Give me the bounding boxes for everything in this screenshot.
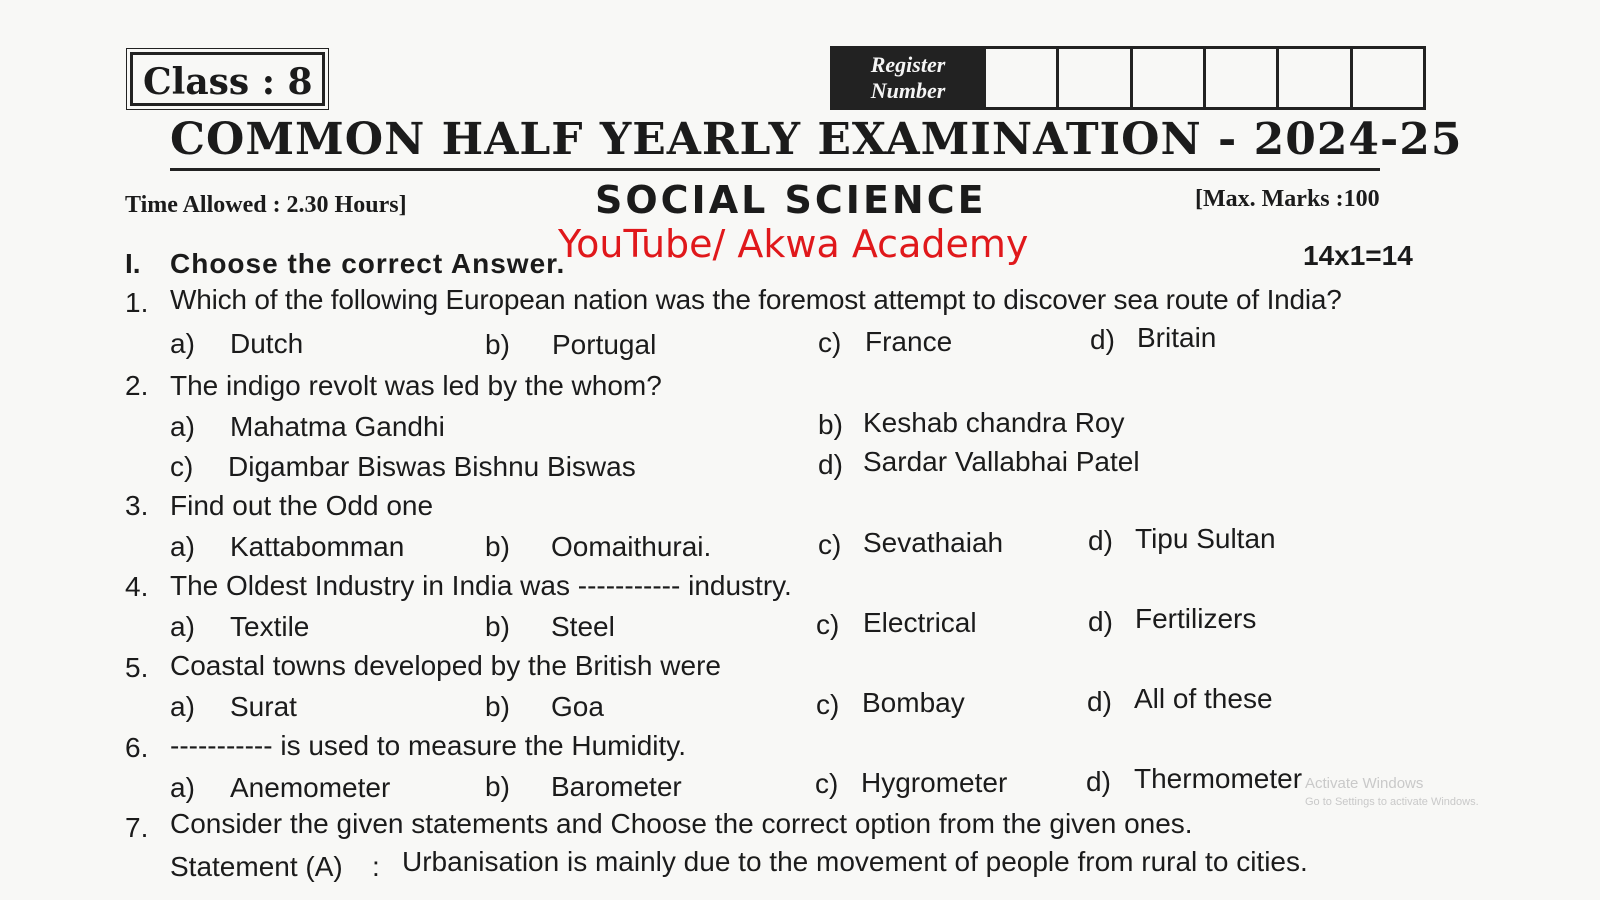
option-text: Thermometer	[1134, 763, 1303, 794]
section-title: Choose the correct Answer.	[170, 248, 566, 279]
option-text: Textile	[230, 611, 310, 642]
register-cell[interactable]	[1350, 49, 1423, 107]
option-label: b)	[485, 531, 510, 562]
option-text: Bombay	[862, 687, 965, 718]
option-label: a)	[170, 772, 195, 803]
option-label: b)	[818, 409, 843, 440]
question-text: The Oldest Industry in India was ----------- industry.	[170, 570, 792, 601]
class-label: Class : 8	[130, 52, 325, 106]
activate-windows-notice	[1305, 775, 1479, 811]
question-text: The indigo revolt was led by the whom?	[170, 370, 662, 401]
option-text: Sardar Vallabhai Patel	[863, 446, 1140, 477]
register-cell[interactable]	[1056, 49, 1129, 107]
time-allowed: Time Allowed : 2.30 Hours]	[125, 192, 407, 218]
option-text: Oomaithurai.	[551, 531, 712, 562]
option-text: Steel	[551, 611, 615, 642]
option-label: a)	[170, 691, 195, 722]
register-cell[interactable]	[1130, 49, 1203, 107]
activate-windows-subtitle: Go to Settings to activate Windows.	[1305, 796, 1479, 808]
watermark-text: YouTube/ Akwa Academy	[558, 222, 1029, 266]
option-label: a)	[170, 531, 195, 562]
question-text: Find out the Odd one	[170, 490, 434, 521]
option-label: c)	[170, 451, 194, 482]
register-cell[interactable]	[1203, 49, 1276, 107]
option-text: Digambar Biswas Bishnu Biswas	[228, 451, 636, 482]
question-text: Consider the given statements and Choose the correct option from the given ones.	[170, 808, 1193, 839]
option-label: c)	[816, 689, 840, 720]
question-number: 6.	[125, 732, 149, 763]
option-label: a)	[170, 411, 195, 442]
option-label: d)	[1088, 525, 1113, 556]
option-text: Mahatma Gandhi	[230, 411, 445, 442]
exam-title: COMMON HALF YEARLY EXAMINATION - 2024-25	[170, 112, 1380, 171]
question-number: 4.	[125, 571, 149, 602]
option-text: France	[865, 326, 953, 357]
question-text: ----------- is used to measure the Humidity.	[170, 730, 687, 761]
option-label: d)	[1087, 686, 1112, 717]
register-label-line1: Register	[870, 52, 946, 77]
option-label: d)	[1088, 606, 1113, 637]
register-number-box	[830, 46, 1426, 110]
option-label: c)	[818, 529, 842, 560]
section-number: I.	[125, 248, 141, 279]
option-label: c)	[818, 327, 842, 358]
question-number: 5.	[125, 652, 149, 683]
register-cell[interactable]	[983, 49, 1056, 107]
option-label: b)	[485, 329, 510, 360]
activate-windows-title: Activate Windows	[1305, 775, 1424, 792]
statement-separator: :	[372, 851, 380, 882]
register-number-label	[833, 49, 983, 107]
option-text: Britain	[1137, 322, 1217, 353]
question-number: 1.	[125, 287, 149, 318]
question-number: 2.	[125, 370, 149, 401]
question-number: 3.	[125, 490, 149, 521]
option-text: Hygrometer	[861, 767, 1008, 798]
option-label: d)	[1086, 766, 1111, 797]
section-marks: 14x1=14	[1303, 240, 1413, 271]
option-text: Portugal	[552, 329, 657, 360]
option-label: c)	[815, 768, 839, 799]
option-label: a)	[170, 328, 195, 359]
statement-text: Urbanisation is mainly due to the movement of people from rural to cities.	[402, 846, 1308, 877]
option-text: Electrical	[863, 607, 977, 638]
option-text: Tipu Sultan	[1135, 523, 1276, 554]
option-text: All of these	[1134, 683, 1273, 714]
option-text: Surat	[230, 691, 297, 722]
register-label-line2: Number	[870, 78, 946, 103]
option-label: b)	[485, 611, 510, 642]
statement-label: Statement (A)	[170, 851, 343, 882]
option-text: Fertilizers	[1135, 603, 1257, 634]
register-cells	[983, 49, 1423, 107]
subject-title: SOCIAL SCIENCE	[595, 178, 987, 222]
register-cell[interactable]	[1276, 49, 1349, 107]
question-text: Coastal towns developed by the British were	[170, 650, 721, 681]
option-text: Sevathaiah	[863, 527, 1004, 558]
option-label: d)	[818, 449, 843, 480]
option-text: Goa	[551, 691, 604, 722]
question-number: 7.	[125, 812, 149, 843]
option-text: Barometer	[551, 771, 682, 802]
max-marks: [Max. Marks :100	[1195, 186, 1380, 212]
option-label: c)	[816, 609, 840, 640]
option-text: Dutch	[230, 328, 304, 359]
option-label: b)	[485, 771, 510, 802]
option-label: b)	[485, 691, 510, 722]
option-label: a)	[170, 611, 195, 642]
option-text: Anemometer	[230, 772, 391, 803]
option-text: Keshab chandra Roy	[863, 407, 1125, 438]
question-text: Which of the following European nation was the foremost attempt to discover sea route of India?	[170, 284, 1342, 315]
option-text: Kattabomman	[230, 531, 405, 562]
option-label: d)	[1090, 324, 1115, 355]
